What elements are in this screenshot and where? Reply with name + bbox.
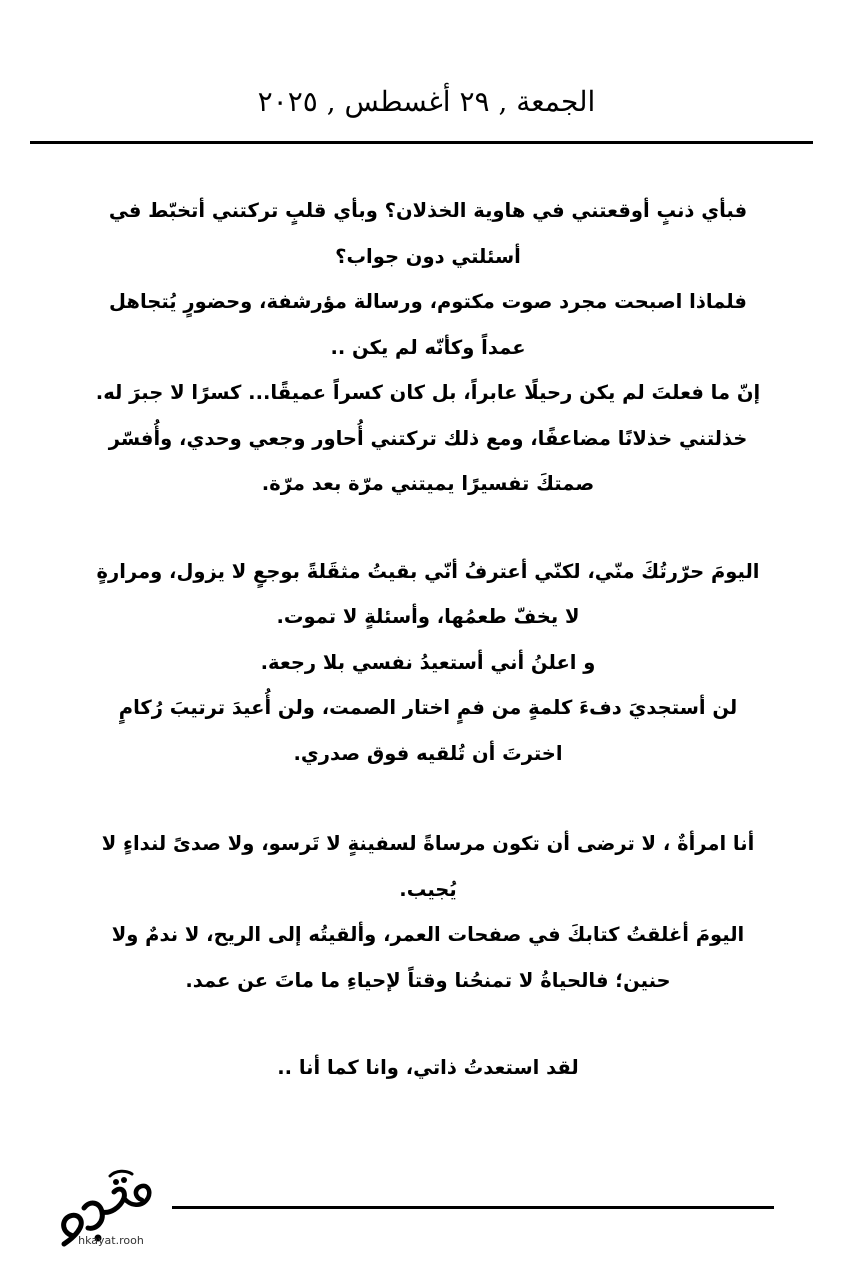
paragraph-spacer bbox=[92, 776, 764, 821]
text-line: و اعلنُ أني أستعيدُ نفسي بلا رجعة. bbox=[260, 650, 596, 674]
text-line: إنّ ما فعلتَ لم يكن رحيلًا عابراً، بل كان كسراً عميقًا... كسرًا لا جبرَ له. bbox=[95, 381, 761, 404]
author-handle: hkayat.rooh bbox=[78, 1234, 144, 1247]
letter-body bbox=[92, 188, 764, 1091]
footer-divider bbox=[172, 1206, 774, 1209]
text-line: فلماذا اصبحت مجرد صوت مكتوم، ورسالة مؤرشفة، وحضورٍ يُتجاهل عمداً وكأنّه لم يكن .. bbox=[109, 290, 747, 359]
paragraph-spacer bbox=[92, 1003, 764, 1045]
page-date: الجمعة , ٢٩ أغسطس , ٢٠٢٥ bbox=[257, 85, 596, 118]
text-line: أنا امرأةٌ ، لا ترضى أن تكون مرساةً لسفينةٍ لا تَرسو، ولا صدىً لنداءٍ لا يُجيب. bbox=[101, 832, 755, 901]
text-line: اليومَ أغلقتُ كتابكَ في صفحات العمر، وألقيتُه إلى الريح، لا ندمٌ ولا حنين؛ فالحياةُ لا تمنحُنا وقتاً لإحياءِ ما ماتَ عن عمد. bbox=[111, 923, 745, 992]
text-line: خذلتني خذلانًا مضاعفًا، ومع ذلك تركتني أُحاور وجعي وحدي، وأُفسّر صمتكَ تفسيرًا يميتني مرّة بعد مرّة. bbox=[108, 426, 748, 495]
text-line: فبأي ذنبٍ أوقعتني في هاوية الخذلان؟ وبأي قلبٍ تركتني أتخبّط في أسئلتي دون جواب؟ bbox=[108, 199, 748, 268]
header-divider bbox=[30, 141, 813, 144]
text-line: لن أستجديَ دفءَ كلمةٍ من فمٍ اختار الصمت، ولن أُعيدَ ترتيبَ رُكامٍ اخترتَ أن تُلقيه فوق صدري. bbox=[118, 696, 738, 765]
text-line: اليومَ حرّرتُكَ منّي، لكنّي أعترفُ أنّي بقيتُ مثقَلةً بوجعٍ لا يزول، ومرارةٍ لا يخفّ طعمُها، وأسئلةٍ لا تموت. bbox=[96, 559, 760, 628]
closing-line: لقد استعدتُ ذاتي، وانا كما أنا .. bbox=[277, 1056, 579, 1079]
paragraph-spacer bbox=[92, 507, 764, 549]
